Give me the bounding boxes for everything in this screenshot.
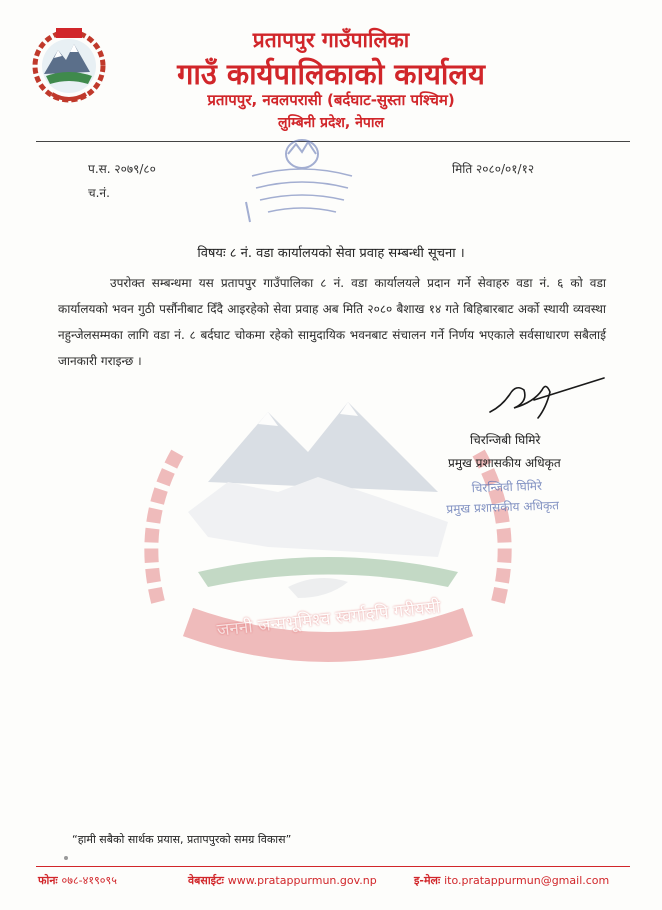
office-name: गाउँ कार्यपालिकाको कार्यालय [177, 57, 485, 91]
website-label: वेबसाईटः [188, 874, 224, 887]
stamp-title: प्रमुख प्रशासकीय अधिकृत [446, 498, 560, 517]
office-stamp-seal [238, 132, 366, 228]
dispatch-number: च.नं. [88, 186, 110, 200]
municipality-name: प्रतापपुर गाउँपालिका [252, 28, 410, 52]
letter-number: प.स. २०७९/८० [88, 162, 156, 176]
letter-date: मिति २०८०/०१/१२ [452, 162, 535, 176]
email-label: इ-मेलः [414, 874, 441, 887]
province-country: लुम्बिनी प्रदेश, नेपाल [278, 115, 384, 131]
website-link[interactable]: www.pratappurmun.gov.np [227, 874, 377, 887]
name-stamp [445, 473, 630, 519]
phone-number: ०७८-४१९०९५ [61, 874, 117, 887]
slogan: “हामी सबैको सार्थक प्रयास, प्रतापपुरको समग्र विकास” [72, 833, 292, 846]
footer-email [414, 873, 609, 888]
stamp-name: चिरन्जिवी घिमिरे [471, 478, 543, 496]
phone-label: फोनः [38, 874, 58, 887]
handwritten-signature [484, 372, 610, 424]
letter-body: उपरोक्त सम्बन्धमा यस प्रतापपुर गाउँपालिका ८ नं. वडा कार्यालयले प्रदान गर्ने सेवाहरु वडा नं. ६ को वडा कार्यालयको भवन गुठी पर्सौनीबाट दिँदै आइरहेको सेवा प्रवाह अब मिति २०८० बैशाख १४ गते बिहिबारबाट अर्को स्थायी व्यवस्था नहुन्जेलसम्मका लागि वडा नं. ८ बर्दघाट चोकमा रहेको सामुदायिक भवनबाट संचालन गर्ने निर्णय भएकाले सर्वसाधारण सबैलाई जानकारी गराइन्छ । [58, 276, 606, 368]
email-link[interactable]: ito.pratappurmun@gmail.com [444, 874, 610, 887]
letter-subject: विषयः ८ नं. वडा कार्यालयको सेवा प्रवाह सम्बन्धी सूचना । [197, 246, 465, 261]
signatory-title: प्रमुख प्रशासकीय अधिकृत [448, 456, 561, 470]
footer-divider [36, 866, 630, 867]
footer-phone [38, 873, 117, 888]
signatory-name: चिरन्जिबी घिमिरे [470, 433, 541, 447]
office-address: प्रतापपुर, नवलपरासी (बर्दघाट-सुस्ता पश्चिम) [207, 91, 455, 109]
watermark-motto: जननी जन्मभूमिश्च स्वर्गादपि गरीयसी [215, 597, 442, 641]
footer-website [188, 873, 377, 888]
speck [64, 856, 68, 860]
